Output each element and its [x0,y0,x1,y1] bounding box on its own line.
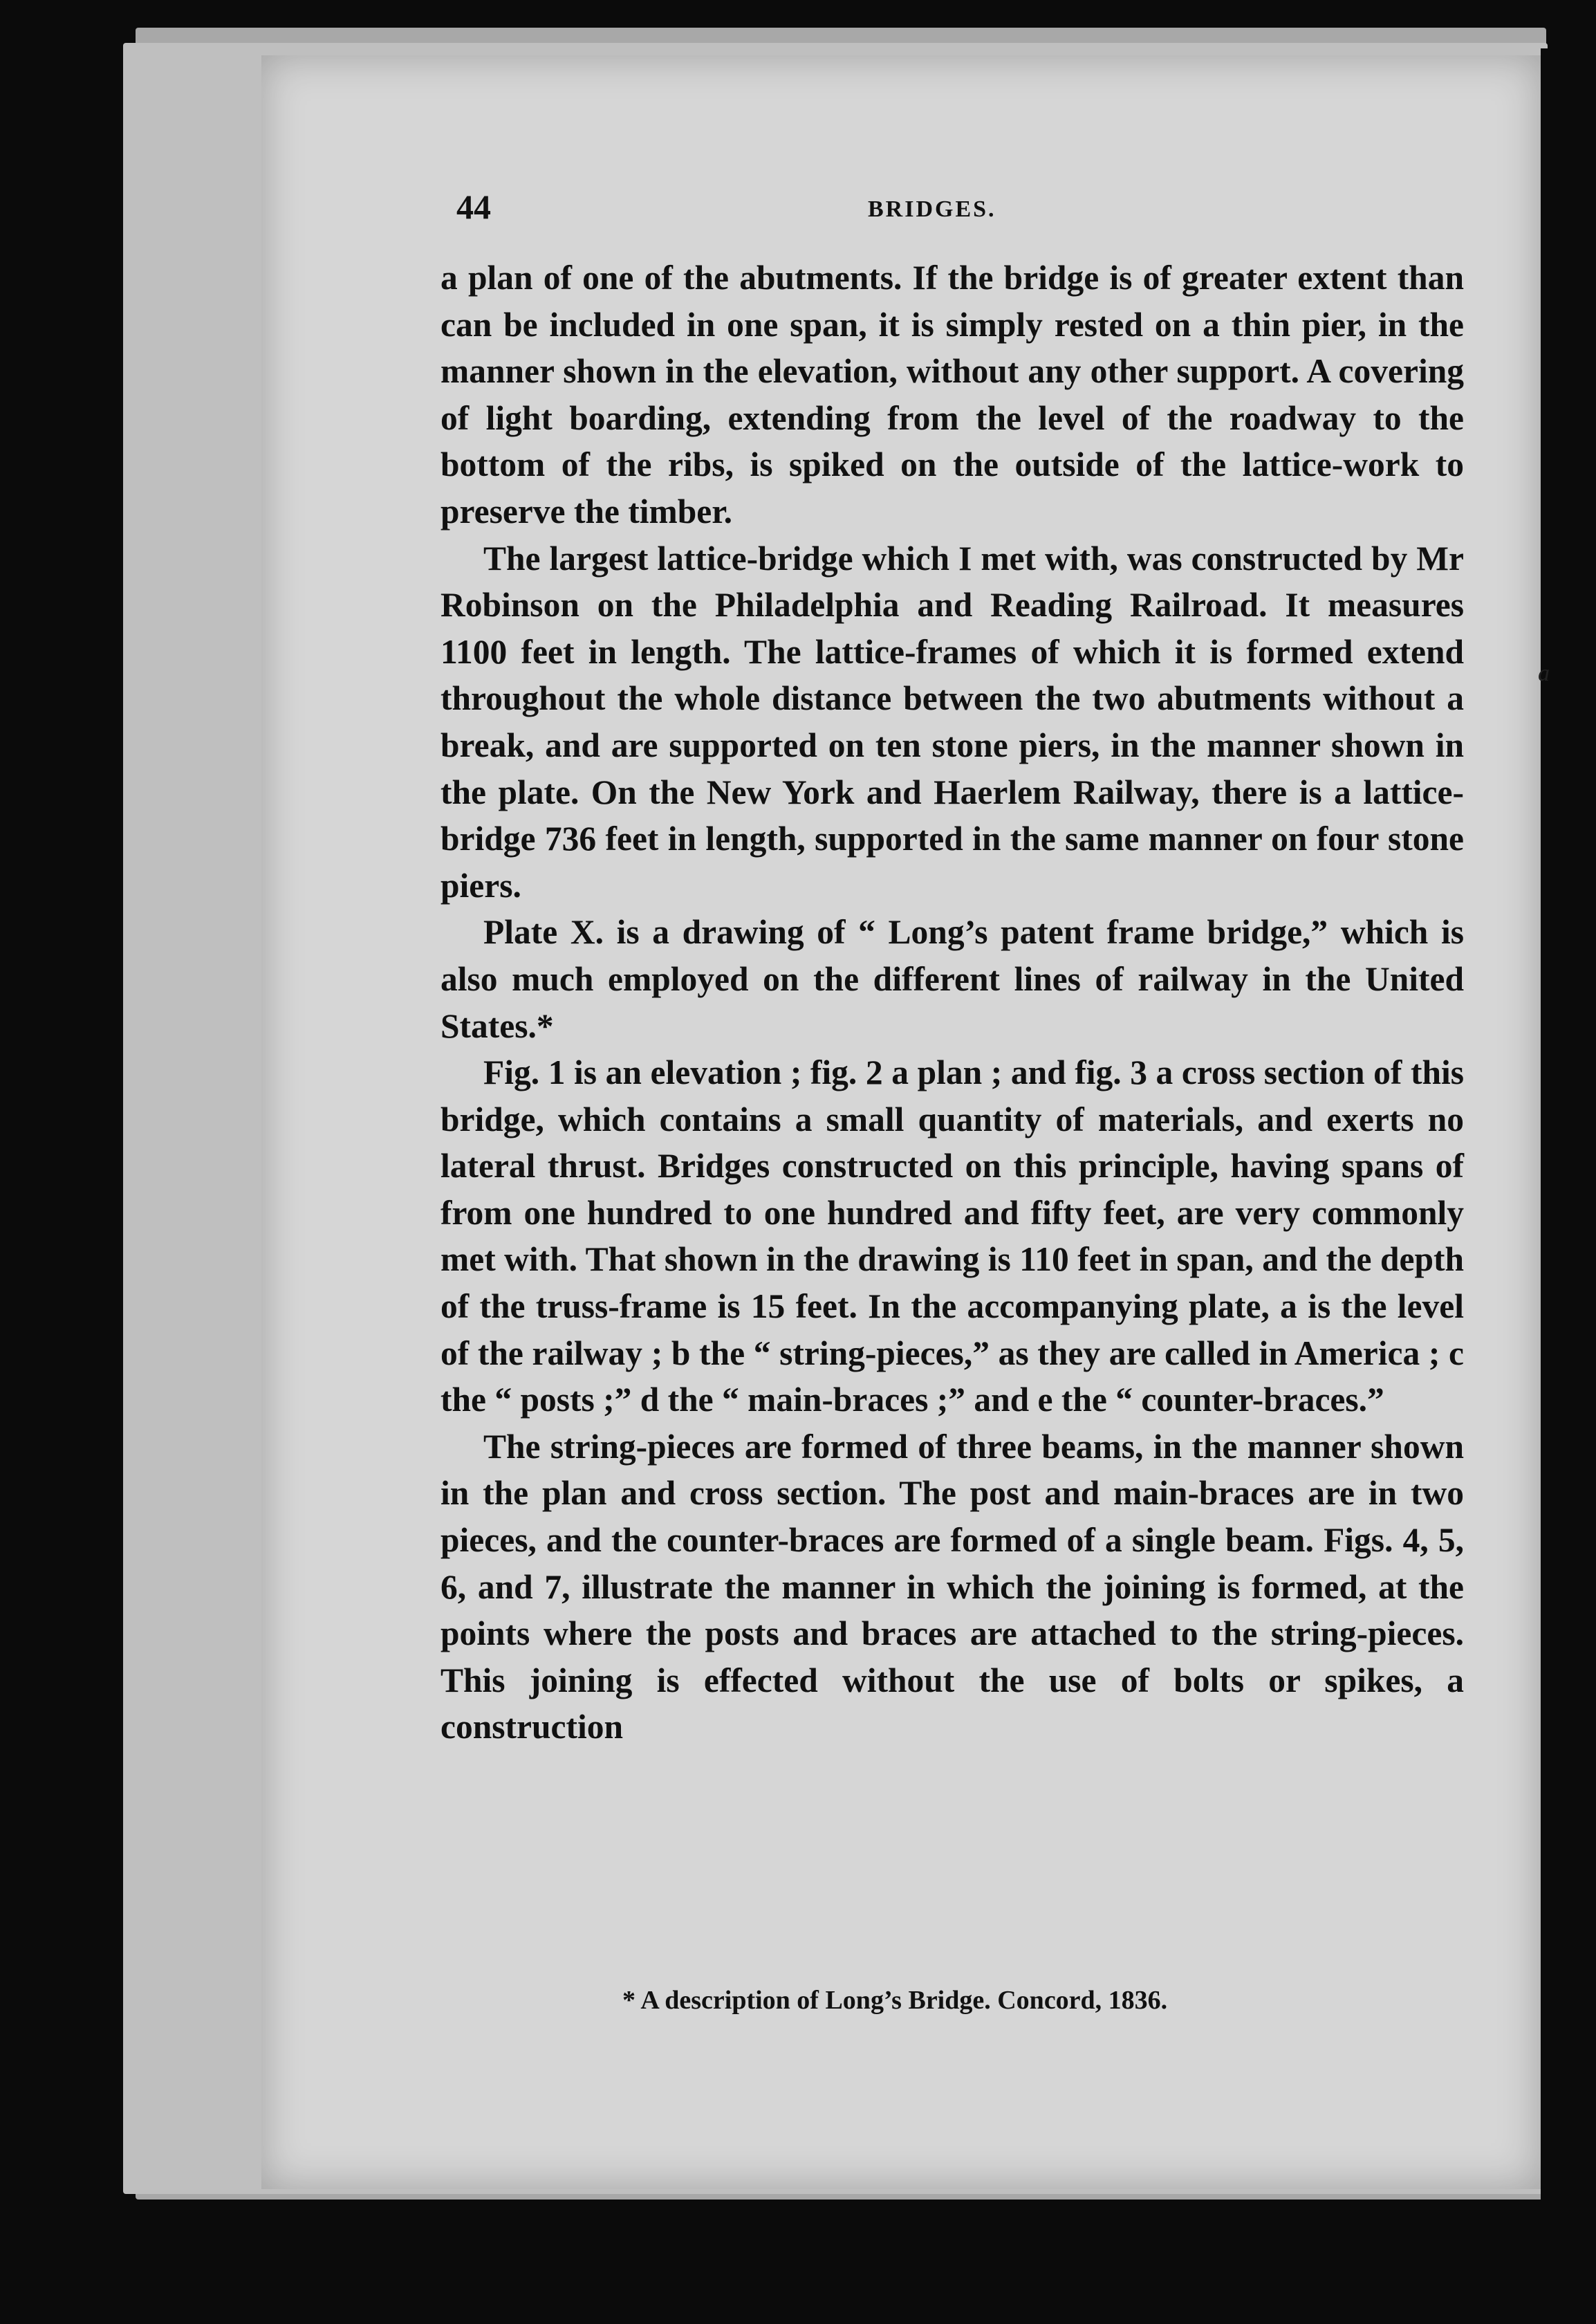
paragraph: The string-pieces are formed of three beams, in the manner shown in the plan and cross section. The post and main-braces are in two pieces, and the counter-braces are formed of a single beam. Figs. 4, 5, 6, and 7, illustrate the manner in which the joining is formed, at the points where the posts and braces are attached to the string-pieces. This joining is effected without the use of bolts or spikes, a construction [440,1427,1464,1746]
paragraph: a plan of one of the abutments. If the bridge is of greater extent than can be included in one span, it is simply rested on a thin pier, in the manner shown in the elevation, without any other support. A covering of light boarding, extending from the level of the roadway to the bottom of the ribs, is spiked on the outside of the lattice-work to preserve the timber. [440,259,1464,531]
body-text [440,255,1464,1751]
paragraph: Fig. 1 is an elevation ; fig. 2 a plan ; and fig. 3 a cross section of this bridge, which contains a small quantity of materials, and exerts no lateral thrust. Bridges constructed on this principle, having spans of from one hundred to one hundred and fifty feet, are very commonly met with. That shown in the drawing is 110 feet in span, and the depth of the truss-frame is 15 feet. In the accompanying plate, a is the level of the railway ; b the “ string-pieces,” as they are called in America ; c the “ posts ;” d the “ main-braces ;” and e the “ counter-braces.” [440,1053,1464,1419]
page-number: 44 [456,187,491,226]
paragraph: The largest lattice-bridge which I met with, was constructed by Mr Robinson on the Philadelphia and Reading Railroad. It measures 1100 feet in length. The lattice-frames of which it is formed extend throughout the whole distance between the two abutments without a break, and are supported on ten stone piers, in the manner shown in the plate. On the New York and Haerlem Railway, there is a lattice-bridge 736 feet in length, supported in the same manner on four stone piers. [440,539,1464,905]
paragraph: Plate X. is a drawing of “ Long’s patent frame bridge,” which is also much employed on the different lines of railway in the United States.* [440,913,1464,1045]
footnote: * A description of Long’s Bridge. Concord, 1836. [622,1986,1168,2015]
book-spine-shadow [1541,48,1596,2206]
running-head: BRIDGES. [868,196,996,222]
page-header [456,187,1466,235]
margin-mark: a [1538,661,1550,686]
